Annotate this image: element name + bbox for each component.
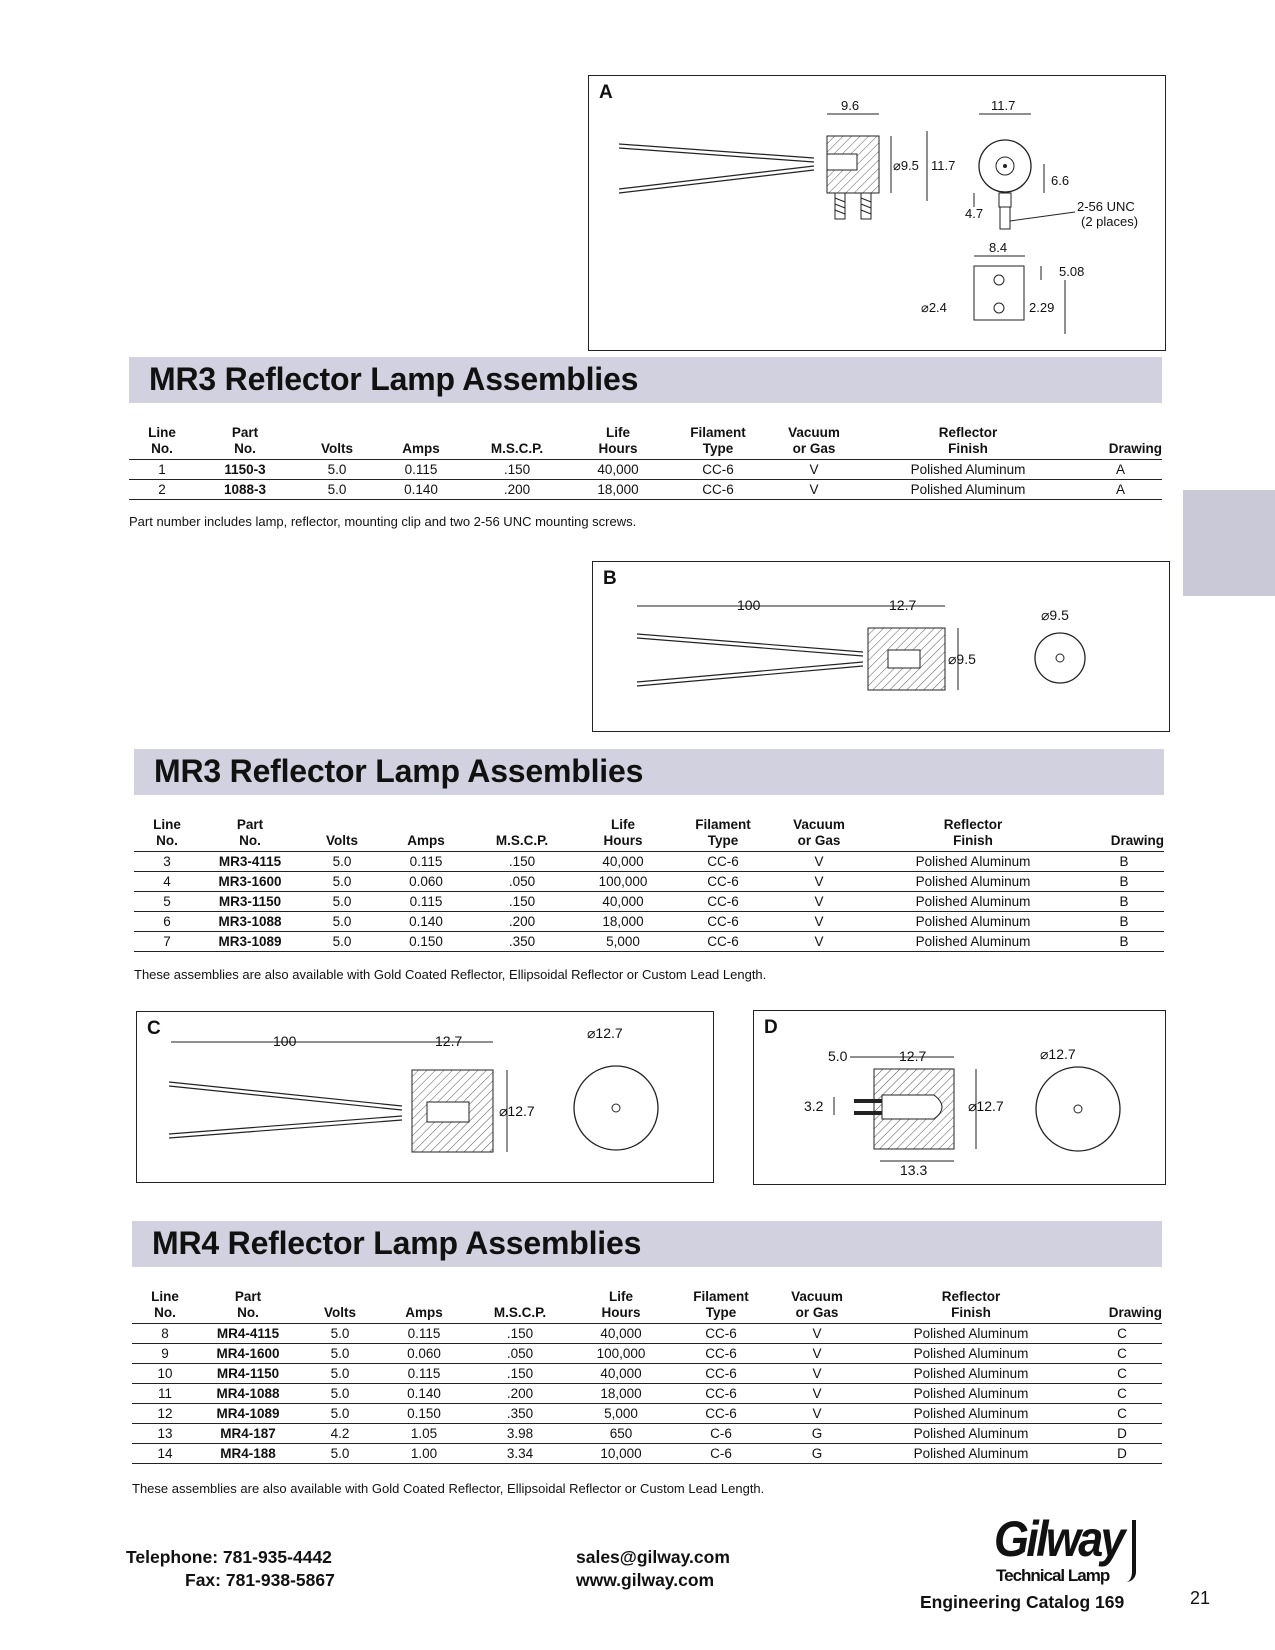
gilway-logo — [992, 1511, 1152, 1586]
dim-text: 4.7 — [965, 206, 984, 221]
logo-swoosh — [1120, 1520, 1136, 1582]
dim-text: (2 places) — [1081, 214, 1139, 229]
col-amps: Amps — [384, 817, 468, 852]
dim-text: 5.0 — [828, 1048, 848, 1064]
dim-text: 11.7 — [991, 98, 1016, 113]
col-vacuum: Vacuum or Gas — [771, 425, 857, 460]
col-part: Part No. — [198, 1289, 298, 1324]
table-header — [132, 1289, 1162, 1324]
drawing-a — [588, 75, 1166, 351]
fax-label: Fax: — [185, 1570, 221, 1590]
col-mscp: M.S.C.P. — [463, 425, 571, 460]
contact-phone — [126, 1546, 332, 1569]
parts-table-3 — [132, 1289, 1162, 1464]
drawing-b-svg — [593, 562, 1171, 733]
table-row: 5 MR3-1150 5.0 0.115 .150 40,000 CC-6 V Polished Aluminum B — [134, 892, 1164, 912]
col-filament: Filament Type — [670, 817, 776, 852]
dim-text: 3.2 — [804, 1098, 824, 1114]
section-title: MR4 Reflector Lamp Assemblies — [152, 1225, 642, 1261]
dim-text: ⌀9.5 — [948, 651, 976, 667]
table-row: 12 MR4-1089 5.0 0.150 .350 5,000 CC-6 V Polished Aluminum C — [132, 1404, 1162, 1424]
dim-text: ⌀12.7 — [1040, 1046, 1076, 1062]
catalog-name: Engineering Catalog 169 — [920, 1592, 1125, 1612]
col-volts: Volts — [300, 817, 384, 852]
section-tab — [1183, 490, 1275, 596]
col-finish: Reflector Finish — [857, 425, 1079, 460]
col-drawing: Drawing — [1079, 425, 1162, 460]
col-finish: Reflector Finish — [862, 817, 1084, 852]
col-line: Line No. — [132, 1289, 198, 1324]
table-row: 6 MR3-1088 5.0 0.140 .200 18,000 CC-6 V Polished Aluminum B — [134, 912, 1164, 932]
col-drawing: Drawing — [1082, 1289, 1162, 1324]
table-row: 8 MR4-4115 5.0 0.115 .150 40,000 CC-6 V Polished Aluminum C — [132, 1324, 1162, 1344]
logo-main: Gilway — [994, 1511, 1123, 1567]
drawing-letter: B — [603, 568, 617, 589]
col-finish: Reflector Finish — [860, 1289, 1082, 1324]
dim-text: ⌀12.7 — [499, 1103, 535, 1119]
parts-table-2 — [134, 817, 1164, 952]
table-row: 4 MR3-1600 5.0 0.060 .050 100,000 CC-6 V Polished Aluminum B — [134, 872, 1164, 892]
col-mscp: M.S.C.P. — [466, 1289, 574, 1324]
table-row: 3 MR3-4115 5.0 0.115 .150 40,000 CC-6 V Polished Aluminum B — [134, 852, 1164, 872]
col-vacuum: Vacuum or Gas — [774, 1289, 860, 1324]
table-note: Part number includes lamp, reflector, mounting clip and two 2-56 UNC mounting screws. — [129, 514, 637, 529]
section-title: MR3 Reflector Lamp Assemblies — [154, 753, 644, 789]
drawing-letter: A — [599, 82, 613, 103]
table-header — [134, 817, 1164, 852]
col-amps: Amps — [382, 1289, 466, 1324]
parts-table-1 — [129, 425, 1162, 500]
table-note: These assemblies are also available with Gold Coated Reflector, Ellipsoidal Reflector or Custom Lead Length. — [134, 967, 767, 982]
page-number: 21 — [1190, 1588, 1211, 1608]
dim-text: ⌀9.5 — [1041, 607, 1069, 623]
logo-sub: Technical Lamp — [996, 1566, 1110, 1585]
dim-text: 5.08 — [1059, 264, 1085, 279]
table-row: 9 MR4-1600 5.0 0.060 .050 100,000 CC-6 V Polished Aluminum C — [132, 1344, 1162, 1364]
dim-text: 100 — [273, 1033, 297, 1049]
col-line: Line No. — [134, 817, 200, 852]
drawing-c — [136, 1011, 714, 1183]
table-row: 13 MR4-187 4.2 1.05 3.98 650 C-6 G Polished Aluminum D — [132, 1424, 1162, 1444]
dim-text: 12.7 — [889, 597, 917, 613]
col-drawing: Drawing — [1084, 817, 1164, 852]
col-life: Life Hours — [576, 817, 670, 852]
dim-text: ⌀9.5 — [893, 158, 919, 173]
dim-text: 12.7 — [899, 1048, 927, 1064]
col-amps: Amps — [379, 425, 463, 460]
dim-text: ⌀12.7 — [587, 1025, 623, 1041]
dim-text: 2.29 — [1029, 300, 1055, 315]
dim-text: 6.6 — [1051, 173, 1070, 188]
dim-text: ⌀2.4 — [921, 300, 947, 315]
section-header-3 — [132, 1221, 1162, 1267]
drawing-c-svg — [137, 1012, 715, 1184]
drawing-letter: D — [764, 1017, 778, 1038]
col-volts: Volts — [298, 1289, 382, 1324]
col-volts: Volts — [295, 425, 379, 460]
col-life: Life Hours — [571, 425, 665, 460]
col-mscp: M.S.C.P. — [468, 817, 576, 852]
dim-text: 9.6 — [841, 98, 860, 113]
col-vacuum: Vacuum or Gas — [776, 817, 862, 852]
dim-text: 2-56 UNC — [1077, 199, 1135, 214]
fax-number: 781-938-5867 — [225, 1570, 335, 1590]
table-row: 11 MR4-1088 5.0 0.140 .200 18,000 CC-6 V Polished Aluminum C — [132, 1384, 1162, 1404]
dim-text: 13.3 — [900, 1162, 928, 1178]
contact-fax — [185, 1569, 335, 1592]
dim-text: ⌀12.7 — [968, 1098, 1004, 1114]
contact-email[interactable]: sales@gilway.com — [576, 1547, 730, 1567]
drawing-letter: C — [147, 1018, 161, 1039]
drawing-d — [753, 1010, 1166, 1185]
col-life: Life Hours — [574, 1289, 668, 1324]
section-header-2 — [134, 749, 1164, 795]
section-header-1 — [129, 357, 1162, 403]
dim-text: 100 — [737, 597, 761, 613]
col-part: Part No. — [195, 425, 295, 460]
table-row: 14 MR4-188 5.0 1.00 3.34 10,000 C-6 G Polished Aluminum D — [132, 1444, 1162, 1464]
col-filament: Filament Type — [668, 1289, 774, 1324]
phone-label: Telephone: — [126, 1547, 219, 1567]
contact-web[interactable]: www.gilway.com — [576, 1570, 715, 1590]
table-header — [129, 425, 1162, 460]
drawing-a-svg — [589, 76, 1167, 352]
table-row: 2 1088-3 5.0 0.140 .200 18,000 CC-6 V Polished Aluminum A — [129, 480, 1162, 500]
dim-text: 12.7 — [435, 1033, 463, 1049]
col-filament: Filament Type — [665, 425, 771, 460]
table-note: These assemblies are also available with Gold Coated Reflector, Ellipsoidal Reflector or Custom Lead Length. — [132, 1481, 765, 1496]
col-line: Line No. — [129, 425, 195, 460]
table-row: 10 MR4-1150 5.0 0.115 .150 40,000 CC-6 V Polished Aluminum C — [132, 1364, 1162, 1384]
dim-text: 8.4 — [989, 240, 1008, 255]
table-row: 1 1150-3 5.0 0.115 .150 40,000 CC-6 V Polished Aluminum A — [129, 460, 1162, 480]
drawing-b — [592, 561, 1170, 732]
section-title: MR3 Reflector Lamp Assemblies — [149, 361, 639, 397]
phone-number: 781-935-4442 — [222, 1547, 332, 1567]
table-row: 7 MR3-1089 5.0 0.150 .350 5,000 CC-6 V Polished Aluminum B — [134, 932, 1164, 952]
drawing-d-svg — [754, 1011, 1167, 1186]
dim-text: 11.7 — [931, 158, 956, 173]
col-part: Part No. — [200, 817, 300, 852]
